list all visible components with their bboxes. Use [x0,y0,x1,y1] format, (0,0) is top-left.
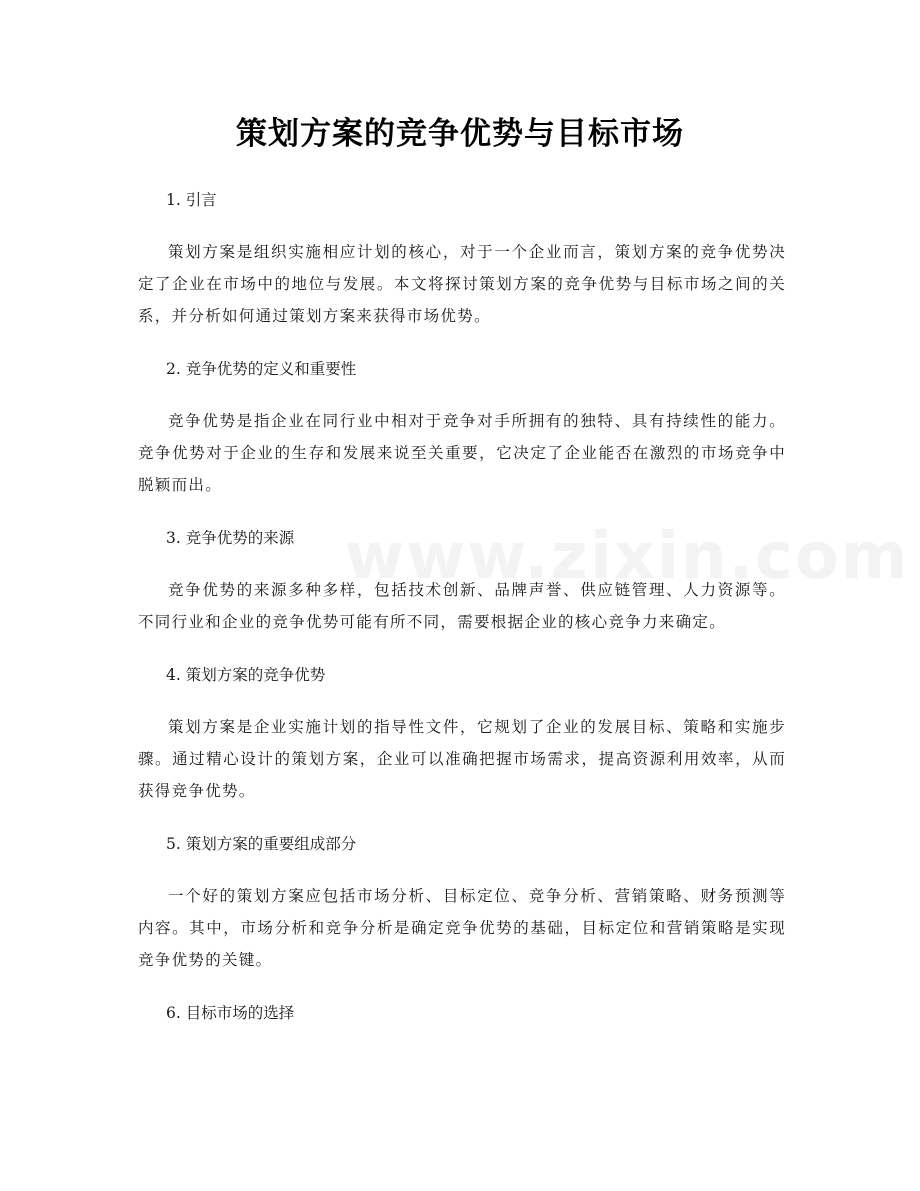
section-heading: 3. 竞争优势的来源 [166,529,295,547]
section-paragraph: 竞争优势是指企业在同行业中相对于竞争对手所拥有的独特、具有持续性的能力。竞争优势对于企业的生存和发展来说至关重要，它决定了企业能否在激烈的市场竞争中脱颖而出。 [138,412,786,494]
document-title: 策划方案的竞争优势与目标市场 [236,116,684,152]
section-heading: 4. 策划方案的竞争优势 [166,666,326,684]
section-heading: 2. 竞争优势的定义和重要性 [166,360,357,378]
section-heading: 5. 策划方案的重要组成部分 [166,835,357,853]
section-paragraph: 策划方案是企业实施计划的指导性文件，它规划了企业的发展目标、策略和实施步骤。通过精心设计的策划方案，企业可以准确把握市场需求，提高资源利用效率，从而获得竞争优势。 [138,718,786,800]
document-body [138,186,786,1049]
section-heading: 6. 目标市场的选择 [166,1004,295,1022]
section-paragraph: 竞争优势的来源多种多样，包括技术创新、品牌声誉、供应链管理、人力资源等。不同行业和企业的竞争优势可能有所不同，需要根据企业的核心竞争力来确定。 [138,581,786,631]
section-heading: 1. 引言 [166,191,217,209]
section-paragraph: 策划方案是组织实施相应计划的核心，对于一个企业而言，策划方案的竞争优势决定了企业在市场中的地位与发展。本文将探讨策划方案的竞争优势与目标市场之间的关系，并分析如何通过策划方案来获得市场优势。 [138,243,786,325]
section-paragraph: 一个好的策划方案应包括市场分析、目标定位、竞争分析、营销策略、财务预测等内容。其中，市场分析和竞争分析是确定竞争优势的基础，目标定位和营销策略是实现竞争优势的关键。 [138,887,786,969]
